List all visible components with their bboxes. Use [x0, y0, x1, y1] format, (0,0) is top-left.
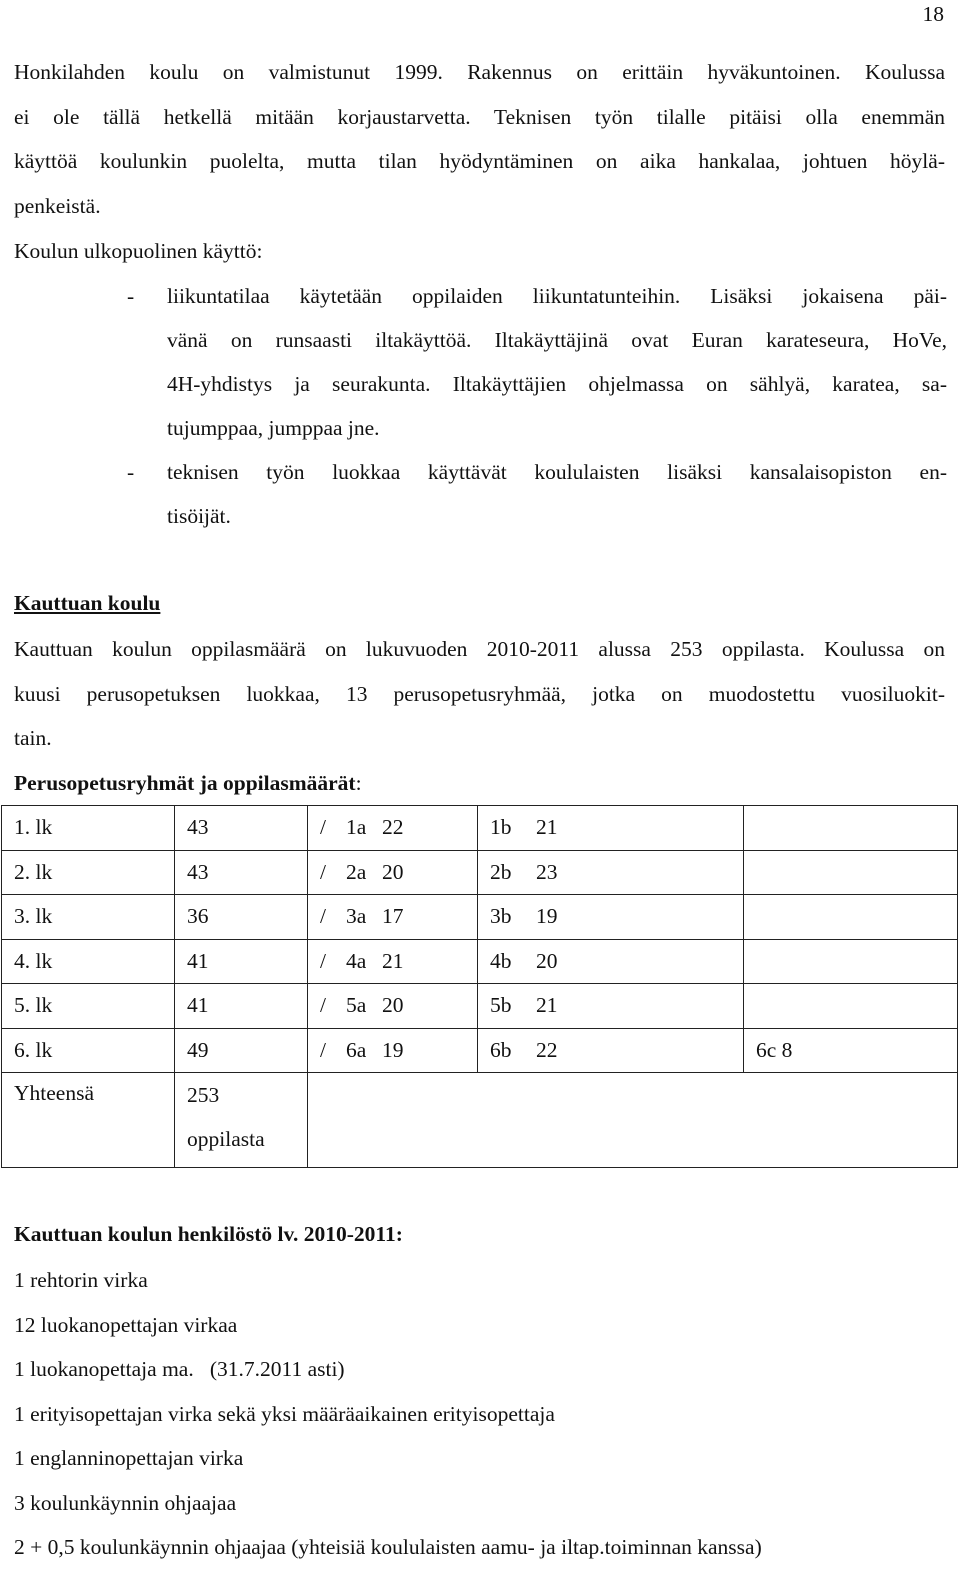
count-cell: 36 — [175, 895, 308, 940]
group-b-cell — [478, 850, 744, 895]
count-cell: 43 — [175, 806, 308, 851]
table-row — [2, 984, 958, 1029]
group-c-cell — [744, 850, 958, 895]
group-label: 3a — [346, 904, 367, 929]
table-row — [2, 1028, 958, 1073]
staff-list — [14, 1258, 762, 1570]
slash: / — [320, 815, 326, 840]
staff-heading: Kauttuan koulun henkilöstö lv. 2010-2011: — [14, 1222, 403, 1246]
group-label: 2a — [346, 859, 367, 884]
count-cell: 41 — [175, 939, 308, 984]
grade-cell: 6. lk — [2, 1028, 175, 1073]
group-count: 20 — [536, 948, 558, 973]
slash: / — [320, 993, 326, 1018]
group-c-cell: 6c 8 — [744, 1028, 958, 1073]
kauttua-paragraph — [14, 627, 945, 761]
group-c-cell — [744, 895, 958, 940]
group-label: 4a — [346, 948, 367, 973]
group-b-cell — [478, 939, 744, 984]
group-a-cell — [308, 850, 478, 895]
slash: / — [320, 904, 326, 929]
group-count: 22 — [536, 1037, 558, 1062]
list-item: 1 erityisopettajan virka sekä yksi määräaikainen erityisopettaja — [14, 1401, 555, 1426]
grade-cell: 2. lk — [2, 850, 175, 895]
kauttua-heading: Kauttuan koulu — [14, 591, 161, 615]
table-row — [2, 806, 958, 851]
total-count: 253 — [187, 1083, 220, 1107]
group-label: 2b — [490, 859, 512, 884]
group-label: 5a — [346, 993, 367, 1018]
group-count: 19 — [382, 1037, 404, 1062]
group-count: 21 — [382, 948, 404, 973]
slash: / — [320, 948, 326, 973]
outside-use-list — [127, 274, 947, 538]
group-b-cell — [478, 806, 744, 851]
text-line: kuusi perusopetuksen luokkaa, 13 perusopetusryhmää, jotka on muodostettu vuosiluokit- — [14, 681, 945, 706]
group-count: 20 — [382, 859, 404, 884]
group-label: 1b — [490, 815, 512, 840]
list-item: 12 luokanopettajan virkaa — [14, 1312, 238, 1337]
total-empty-cell — [308, 1073, 958, 1168]
group-label: 1a — [346, 815, 367, 840]
text-line: käyttöä koulunkin puolelta, mutta tilan hyödyntäminen on aika hankalaa, johtuen höylä- — [14, 149, 945, 174]
count-cell: 43 — [175, 850, 308, 895]
groups-heading-text: Perusopetusryhmät ja oppilasmäärät — [14, 771, 356, 795]
text-line: Kauttuan koulun oppilasmäärä on lukuvuoden 2010-2011 alussa 253 oppilasta. Koulussa on — [14, 637, 945, 661]
group-a-cell — [308, 1028, 478, 1073]
group-c-cell — [744, 984, 958, 1029]
group-label: 4b — [490, 948, 512, 973]
page-number: 18 — [922, 2, 944, 26]
grade-cell: 4. lk — [2, 939, 175, 984]
group-c-cell — [744, 806, 958, 851]
group-b-cell — [478, 895, 744, 940]
text-line: tain. — [14, 726, 52, 751]
group-label: 5b — [490, 993, 512, 1018]
group-label: 6a — [346, 1037, 367, 1062]
outside-use-label: Koulun ulkopuolinen käyttö: — [14, 238, 263, 263]
group-count: 20 — [382, 993, 404, 1018]
count-cell: 49 — [175, 1028, 308, 1073]
list-item: 3 koulunkäynnin ohjaajaa — [14, 1490, 237, 1515]
group-count: 23 — [536, 859, 558, 884]
group-count: 22 — [382, 815, 404, 840]
grade-cell: 3. lk — [2, 895, 175, 940]
group-b-cell — [478, 1028, 744, 1073]
group-c-cell — [744, 939, 958, 984]
list-dash: - — [127, 460, 135, 484]
text-line: ei ole tällä hetkellä mitään korjaustarvetta. Teknisen työn tilalle pitäisi olla enemmän — [14, 104, 945, 129]
intro-paragraph — [14, 50, 945, 274]
table-row — [2, 939, 958, 984]
group-count: 21 — [536, 815, 558, 840]
list-item: 1 luokanopettaja ma. (31.7.2011 asti) — [14, 1357, 345, 1381]
group-count: 19 — [536, 904, 558, 929]
group-label: 6b — [490, 1037, 512, 1062]
group-b-cell — [478, 984, 744, 1029]
groups-heading-colon: : — [355, 771, 362, 795]
grade-cell: 5. lk — [2, 984, 175, 1029]
total-label-cell: Yhteensä — [2, 1073, 175, 1168]
groups-table — [1, 805, 958, 1168]
grade-cell: 1. lk — [2, 806, 175, 851]
text-line: tisöijät. — [167, 504, 231, 528]
groups-heading — [14, 771, 362, 796]
list-item — [127, 450, 947, 538]
list-item: 1 rehtorin virka — [14, 1268, 148, 1292]
table-row-total — [2, 1073, 958, 1168]
total-count-cell — [175, 1073, 308, 1168]
group-a-cell — [308, 984, 478, 1029]
group-count: 17 — [382, 904, 404, 929]
text-line: penkeistä. — [14, 194, 101, 219]
group-count: 21 — [536, 993, 558, 1018]
text-line: tujumppaa, jumppaa jne. — [167, 416, 380, 440]
text-line: Honkilahden koulu on valmistunut 1999. Rakennus on erittäin hyväkuntoinen. Koulussa — [14, 60, 945, 84]
group-label: 3b — [490, 904, 512, 929]
list-item: 2 + 0,5 koulunkäynnin ohjaajaa (yhteisiä koululaisten aamu- ja iltap.toiminnan kanssa) — [14, 1535, 762, 1559]
text-line: vänä on runsaasti iltakäyttöä. Iltakäyttäjinä ovat Euran karateseura, HoVe, — [167, 328, 947, 352]
table-row — [2, 850, 958, 895]
slash: / — [320, 859, 326, 884]
group-a-cell — [308, 895, 478, 940]
table-row — [2, 895, 958, 940]
count-cell: 41 — [175, 984, 308, 1029]
total-count-unit: oppilasta — [187, 1127, 265, 1151]
list-item: 1 englanninopettajan virka — [14, 1446, 244, 1470]
group-a-cell — [308, 939, 478, 984]
text-line: liikuntatilaa käytetään oppilaiden liikuntatunteihin. Lisäksi jokaisena päi- — [167, 284, 947, 308]
slash: / — [320, 1037, 326, 1062]
group-a-cell — [308, 806, 478, 851]
text-line: 4H-yhdistys ja seurakunta. Iltakäyttäjien ohjelmassa on sählyä, karatea, sa- — [167, 372, 947, 396]
list-dash: - — [127, 284, 135, 308]
list-item — [127, 274, 947, 450]
text-line: teknisen työn luokkaa käyttävät koululaisten lisäksi kansalaisopiston en- — [167, 460, 947, 484]
